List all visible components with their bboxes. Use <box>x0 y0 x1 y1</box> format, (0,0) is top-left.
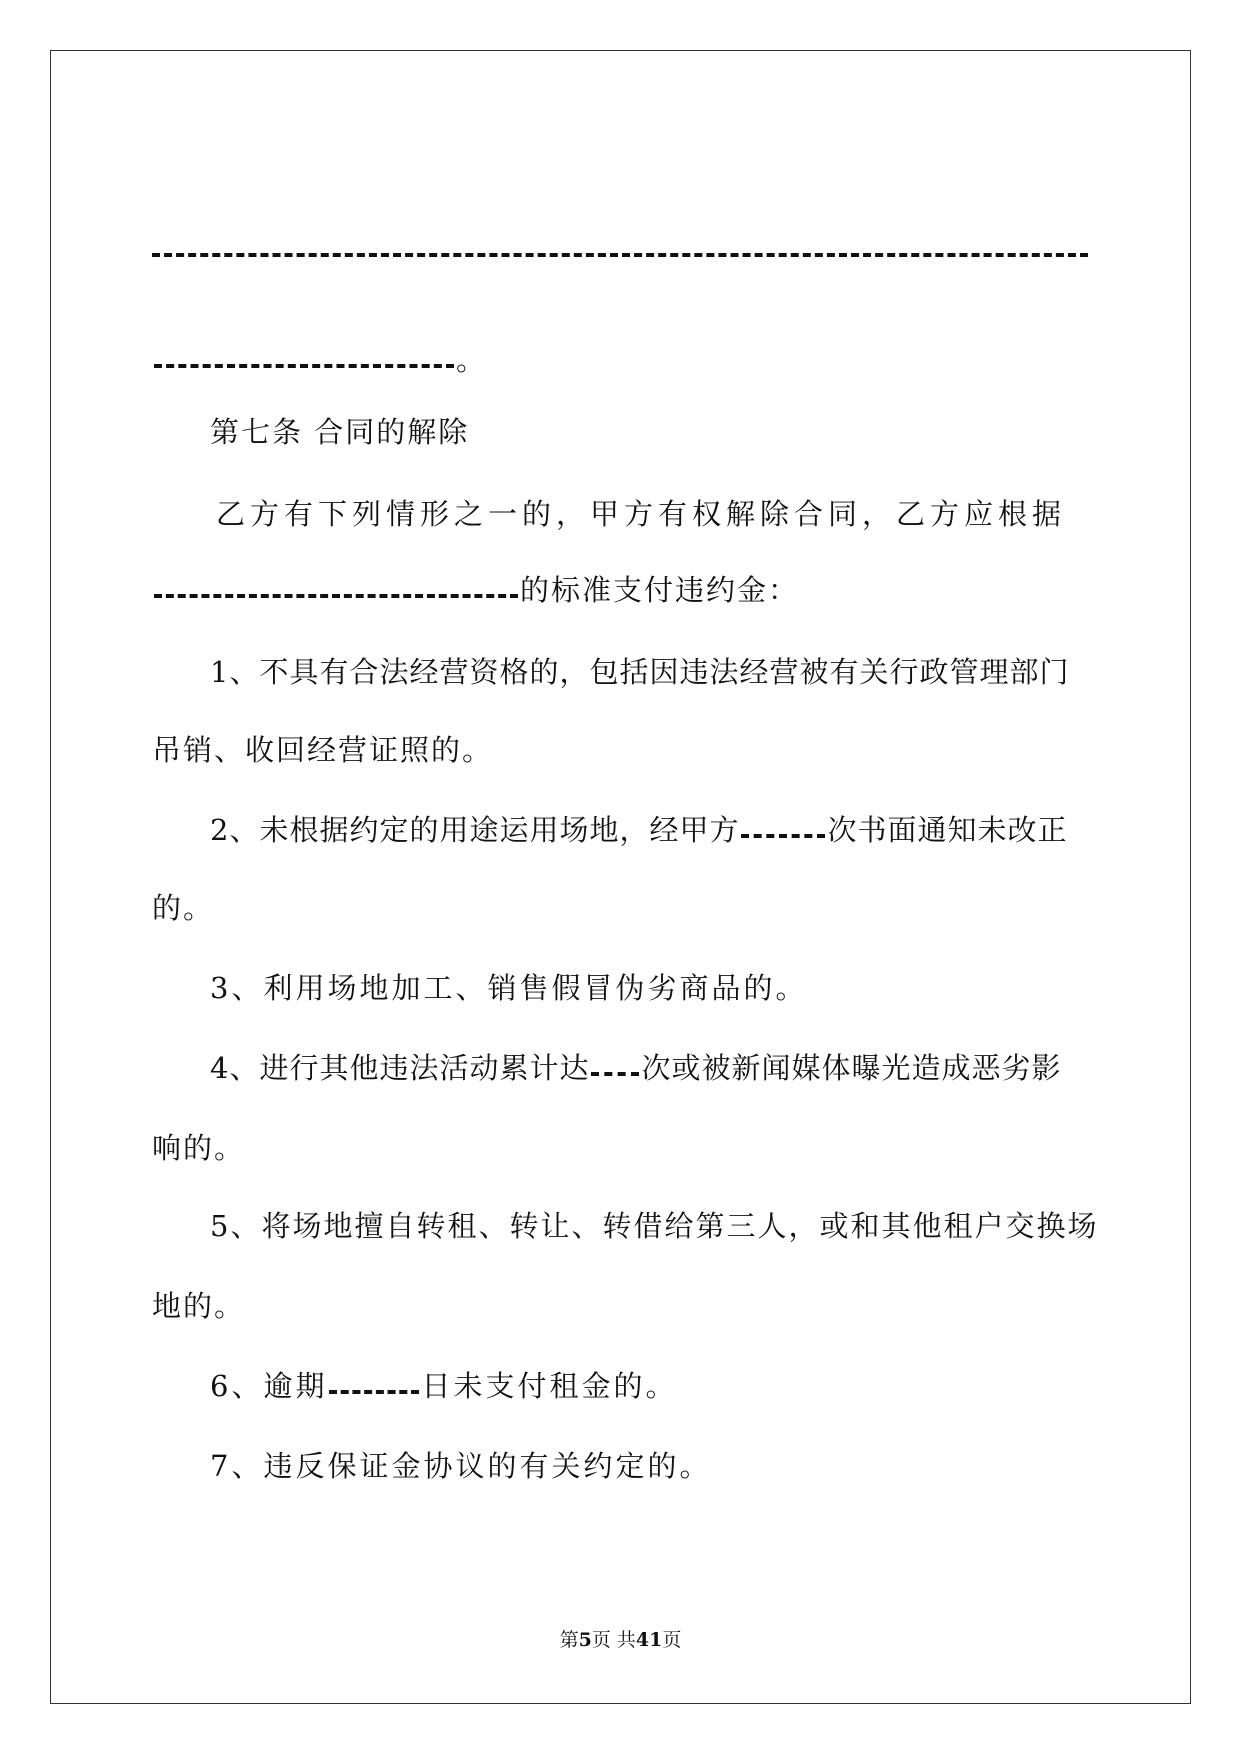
item-6 <box>210 1366 677 1406</box>
intro-line-2-text: 的标准支付违约金： <box>520 573 800 607</box>
item-6-text-pre: 6、逾期 <box>210 1369 328 1403</box>
item-4-text-pre: 4、进行其他违法活动累计达 <box>210 1051 590 1085</box>
blank-field <box>741 812 825 838</box>
blank-field <box>329 1368 419 1394</box>
item-1-line-2: 吊销、收回经营证照的。 <box>152 733 494 767</box>
item-4-text-post: 次或被新闻媒体曝光造成恶劣影 <box>641 1051 1062 1085</box>
intro-line-2 <box>152 570 799 610</box>
blank-rule-full <box>152 253 1088 257</box>
blank-field <box>154 342 454 368</box>
item-3: 3、利用场地加工、销售假冒伪劣商品的。 <box>210 971 808 1005</box>
item-2-text-pre: 2、未根据约定的用途运用场地，经甲方 <box>210 813 740 847</box>
item-2-line-1 <box>210 810 1067 850</box>
item-2-line-2: 的。 <box>152 891 215 925</box>
footer-total-pages: 41 <box>635 1629 663 1651</box>
footer-page-number: 5 <box>578 1629 592 1651</box>
blank-rule-line <box>152 340 487 380</box>
item-5-line-1: 5、将场地擅自转租、转让、转借给第三人，或和其他租户交换场 <box>210 1209 1099 1243</box>
intro-line-1: 乙方有下列情形之一的，甲方有权解除合同，乙方应根据 <box>216 497 1067 531</box>
blank-field <box>591 1050 639 1076</box>
footer-mid: 页 共 <box>591 1629 636 1651</box>
item-1-line-1: 1、不具有合法经营资格的，包括因违法经营被有关行政管理部门 <box>210 655 1070 689</box>
article-title: 第七条 合同的解除 <box>210 415 470 449</box>
item-7: 7、违反保证金协议的有关约定的。 <box>210 1449 712 1483</box>
footer-suffix: 页 <box>662 1629 682 1651</box>
page-footer <box>0 1625 1241 1652</box>
blank-field <box>154 572 518 598</box>
item-4-line-2: 响的。 <box>152 1131 246 1165</box>
item-6-text-post: 日未支付租金的。 <box>421 1369 678 1403</box>
line-tail: 。 <box>456 343 488 377</box>
item-2-text-post: 次书面通知未改正 <box>827 813 1068 847</box>
item-4-line-1 <box>210 1048 1061 1088</box>
footer-prefix: 第 <box>559 1629 579 1651</box>
item-5-line-2: 地的。 <box>152 1289 246 1323</box>
